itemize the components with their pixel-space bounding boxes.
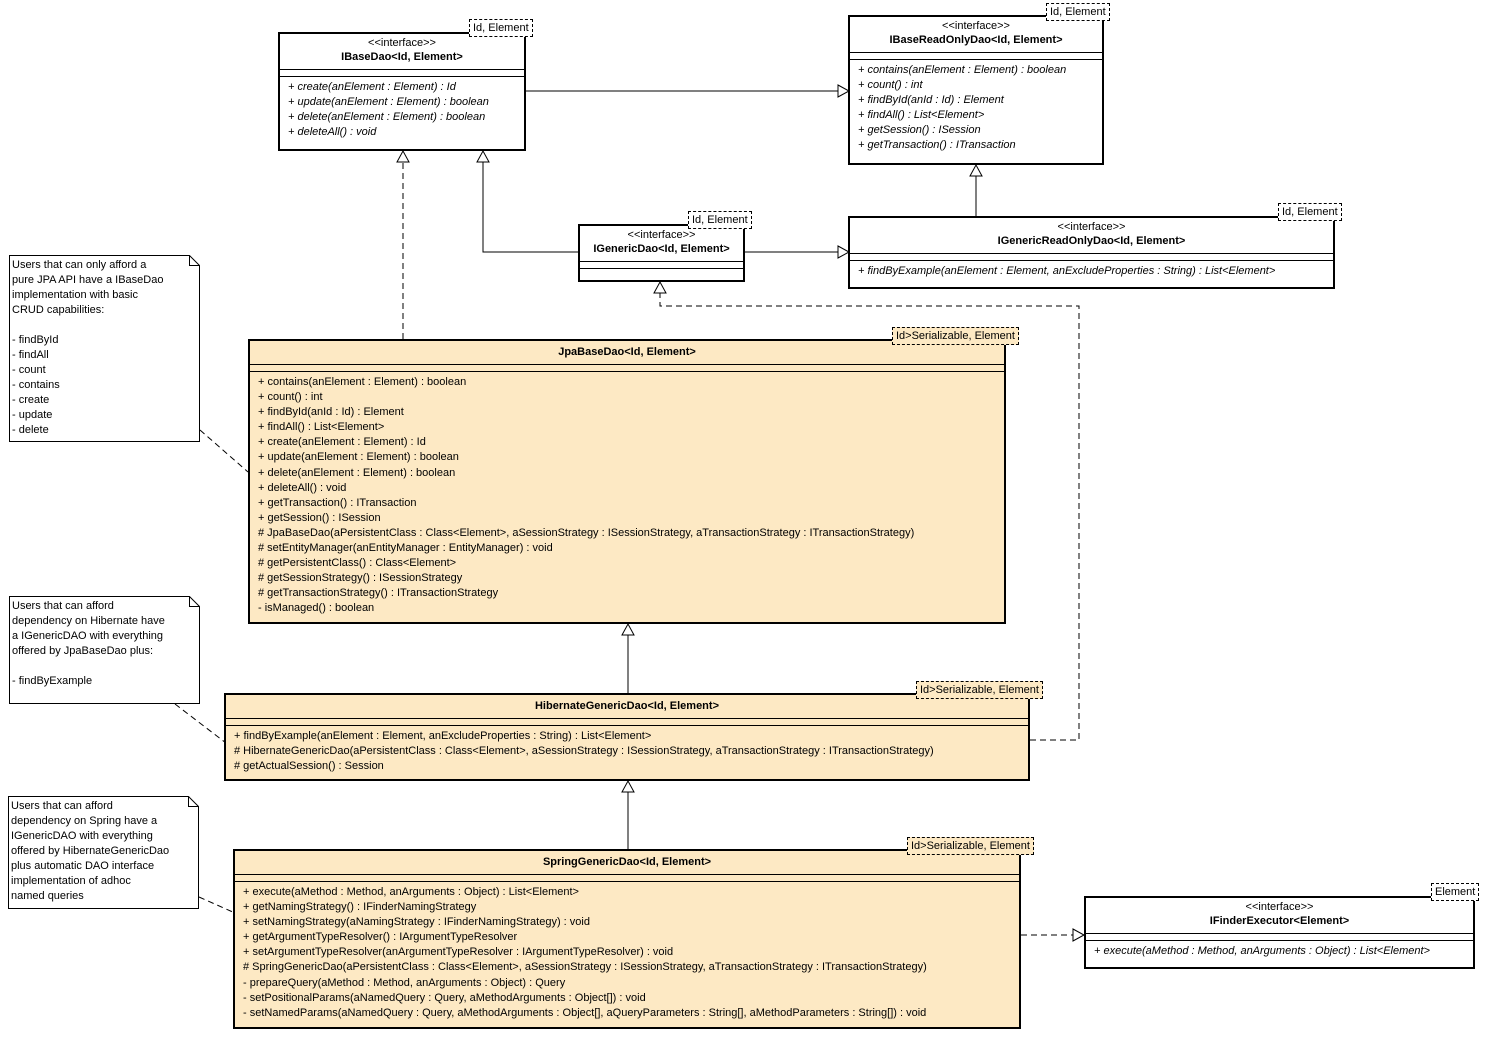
class-name: SpringGenericDao<Id, Element> [542,856,712,868]
operation: # getSessionStrategy() : ISessionStrategy [258,572,463,585]
attributes-compartment [250,365,1004,372]
operation: # JpaBaseDao(aPersistentClass : Class<Element>, aSessionStrategy : ISessionStrategy, aTransactionStrategy : ITransactionStrategy) [258,526,915,539]
operation: + setNamingStrategy(aNamingStrategy : IFinderNamingStrategy) : void [243,916,590,929]
attributes-compartment [580,262,743,269]
attributes-compartment [226,719,1028,726]
operation: + update(anElement : Element) : boolean [288,96,489,109]
operations-compartment [850,261,1333,281]
attributes-compartment [1086,934,1473,941]
operation: # getTransactionStrategy() : ITransactionStrategy [258,587,499,600]
note-anchor-jpa [200,430,248,472]
attributes-compartment [280,70,524,77]
type-parameters: Id>Serializable, Element [916,681,1043,699]
operation: + contains(anElement : Element) : boolean [258,376,467,388]
stereotype-label: <<interface>> [1245,901,1314,913]
type-parameters: Element [1431,883,1479,901]
operation: + delete(anElement : Element) : boolean [288,111,486,124]
stereotype-label: <<interface>> [1057,221,1126,233]
class-name: JpaBaseDao<Id, Element> [558,346,696,358]
operation: + deleteAll() : void [288,126,377,139]
note-text: Users that can afford dependency on Spring have a IGenericDAO with everything offered by HibernateGenericDao plus automatic DAO interface implementation of adhoc named queries [11,800,170,902]
operation: + getSession() : ISession [258,511,381,524]
operation: + findByExample(anElement : Element, anExcludeProperties : String) : List<Element> [234,730,652,742]
note-hibernate[interactable] [9,596,200,704]
operations-compartment [850,60,1102,156]
note-anchor-spring [199,897,235,913]
operation: - setNamedParams(aNamedQuery : Query, aMethodArguments : Object[], aQueryParameters : String[], aMethodParameters : String[]) : void [243,1006,927,1019]
operation: # setEntityManager(anEntityManager : EntityManager) : void [258,542,553,555]
type-parameters: Id>Serializable, Element [907,837,1034,855]
generalization-igenericdao-ibasedao [483,162,578,252]
type-parameters: Id, Element [1046,3,1110,21]
note-anchor-hibernate [175,704,226,743]
operation: + getNamingStrategy() : IFinderNamingStrategy [243,901,477,914]
operation: + findById(anId : Id) : Element [858,94,1004,107]
operations-compartment [250,372,1004,619]
note-text: Users that can afford dependency on Hibernate have a IGenericDAO with everything offered by JpaBaseDao plus: - findByExample [12,600,165,687]
note-jpa[interactable] [9,255,200,442]
operation: + update(anElement : Element) : boolean [258,451,459,464]
class-name: IBaseReadOnlyDao<Id, Element> [889,34,1063,46]
class-name: IGenericReadOnlyDao<Id, Element> [997,235,1186,247]
jpabasedao-class[interactable] [248,339,1006,624]
igenericreadonlydao-interface[interactable] [848,216,1335,289]
operation: + deleteAll() : void [258,481,347,494]
operation: + create(anElement : Element) : Id [258,436,426,449]
class-name: IFinderExecutor<Element> [1209,915,1350,927]
operation: - setPositionalParams(aNamedQuery : Query, aMethodArguments : Object[]) : void [243,991,646,1004]
operation: + getSession() : ISession [858,124,981,137]
attributes-compartment [850,254,1333,261]
operation: + findByExample(anElement : Element, anExcludeProperties : String) : List<Element> [858,265,1276,277]
note-spring[interactable] [8,796,199,909]
note-text: Users that can only afford a pure JPA API have a IBaseDao implementation with basic CRUD capabilities: - findById - findAll - count - contains - create - update - delete [12,259,164,436]
operation: # getPersistentClass() : Class<Element> [258,557,457,570]
stereotype-label: <<interface>> [942,20,1010,32]
operation: + findById(anId : Id) : Element [258,406,404,419]
operations-compartment [280,77,524,142]
operation: + getTransaction() : ITransaction [858,139,1016,152]
springgenericdao-class[interactable] [233,849,1021,1029]
stereotype-label: <<interface>> [368,37,436,49]
operation: + contains(anElement : Element) : boolean [858,64,1067,76]
operation: - isManaged() : boolean [258,602,375,615]
operation: + getTransaction() : ITransaction [258,496,417,509]
operation: + count() : int [258,391,323,404]
operation: + getArgumentTypeResolver() : IArgumentTypeResolver [243,931,518,944]
operations-compartment [226,726,1028,776]
operation: + execute(aMethod : Method, anArguments : Object) : List<Element> [243,886,579,898]
stereotype-label: <<interface>> [627,229,696,241]
operation: # SpringGenericDao(aPersistentClass : Class<Element>, aSessionStrategy : ISessionStrategy, aTransactionStrategy : ITransactionStrategy) [243,961,927,974]
operations-compartment [235,882,1019,1023]
operation: + execute(aMethod : Method, anArguments : Object) : List<Element> [1094,945,1430,957]
class-name: IGenericDao<Id, Element> [593,243,730,255]
igenericdao-interface[interactable] [578,224,745,282]
operation: + delete(anElement : Element) : boolean [258,466,456,479]
class-name: HibernateGenericDao<Id, Element> [534,700,719,712]
type-parameters: Id, Element [688,211,752,229]
attributes-compartment [235,875,1019,882]
attributes-compartment [850,53,1102,60]
ifinderexecutor-interface[interactable] [1084,896,1475,969]
operation: # getActualSession() : Session [234,760,384,773]
class-name: IBaseDao<Id, Element> [341,51,463,63]
type-parameters: Id>Serializable, Element [892,327,1019,345]
operation: - prepareQuery(aMethod : Method, anArguments : Object) : Query [243,976,566,989]
ibasedao-interface[interactable] [278,32,526,151]
operation: + findAll() : List<Element> [858,109,985,122]
operation: + findAll() : List<Element> [258,421,385,434]
hibernategenericdao-class[interactable] [224,693,1030,781]
operation: # HibernateGenericDao(aPersistentClass : Class<Element>, aSessionStrategy : ISessionStrategy, aTransactionStrategy : ITransactionStrategy) [234,745,934,758]
operations-compartment [1086,941,1473,961]
type-parameters: Id, Element [1278,203,1342,221]
type-parameters: Id, Element [469,19,533,37]
operation: + setArgumentTypeResolver(anArgumentTypeResolver : IArgumentTypeResolver) : void [243,946,674,959]
ibasereadonlydao-interface[interactable] [848,15,1104,165]
operation: + count() : int [858,79,923,92]
operation: + create(anElement : Element) : Id [288,81,456,93]
